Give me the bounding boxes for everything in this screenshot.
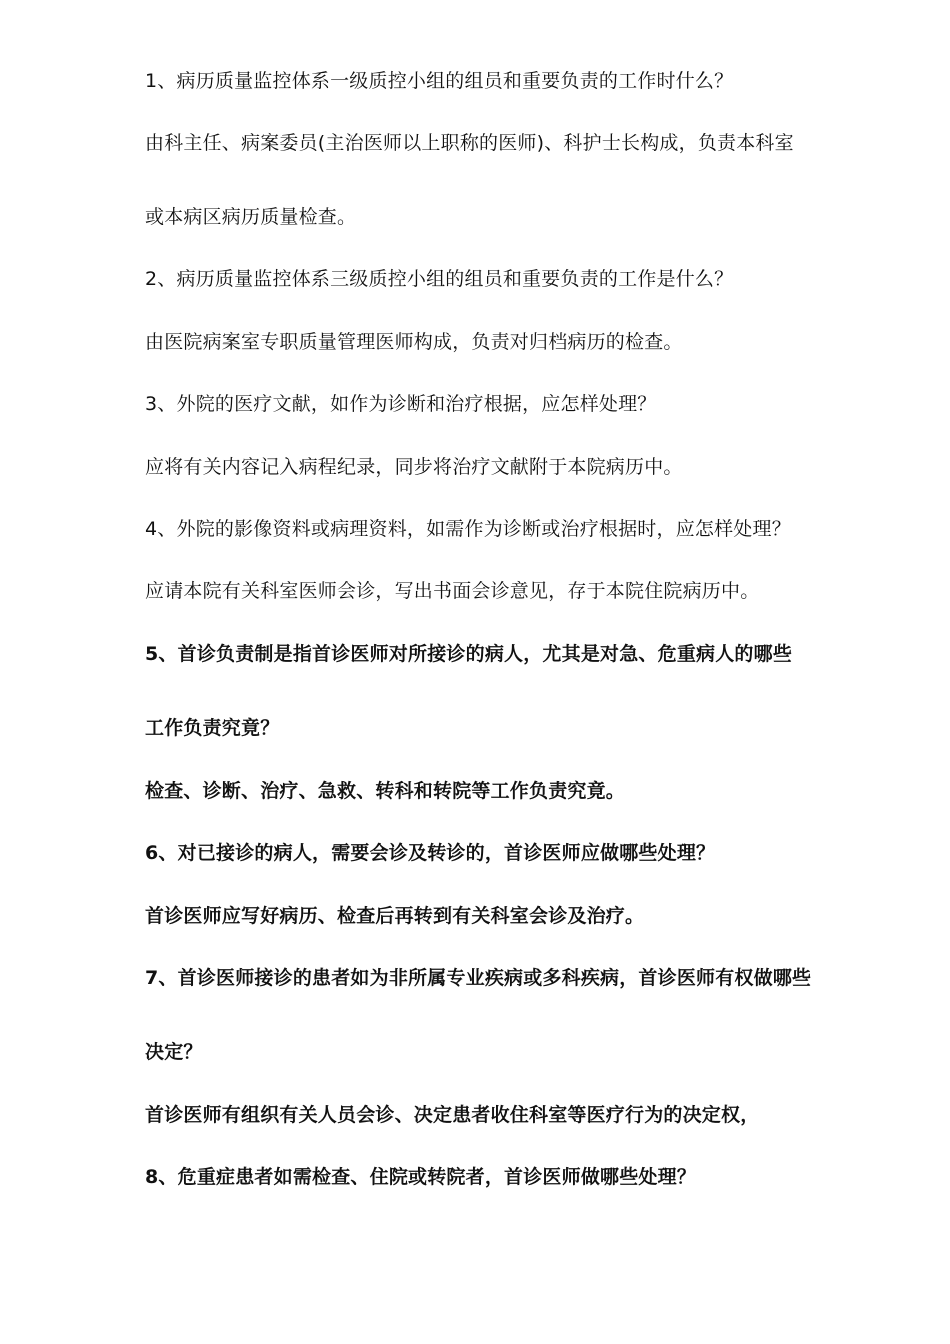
question-7-line-1: 7、首诊医师接诊的患者如为非所属专业疾病或多科疾病，首诊医师有权做哪些 <box>145 967 812 989</box>
question-7-line-2: 决定？ <box>145 1041 203 1063</box>
answer-1-line-1: 由科主任、病案委员(主治医师以上职称的医师)、科护士长构成，负责本科室 <box>145 132 794 154</box>
question-5-line-2: 工作负责究竟？ <box>145 717 280 739</box>
answer-7-line: 首诊医师有组织有关人员会诊、决定患者收住科室等医疗行为的决定权， <box>145 1104 760 1126</box>
answer-5-line: 检查、诊断、治疗、急救、转科和转院等工作负责究竟。 <box>145 780 626 802</box>
question-1-line: 1、病历质量监控体系一级质控小组的组员和重要负责的工作时什么？ <box>145 70 734 92</box>
answer-2-line: 由医院病案室专职质量管理医师构成，负责对归档病历的检查。 <box>145 331 683 353</box>
answer-1-line-2: 或本病区病历质量检查。 <box>145 206 357 228</box>
question-5-line-1: 5、首诊负责制是指首诊医师对所接诊的病人，尤其是对急、危重病人的哪些 <box>145 643 793 665</box>
question-4-line: 4、外院的影像资料或病理资料，如需作为诊断或治疗根据时，应怎样处理？ <box>145 518 791 540</box>
question-8-line: 8、危重症患者如需检查、住院或转院者，首诊医师做哪些处理？ <box>145 1166 697 1188</box>
question-6-line: 6、对已接诊的病人，需要会诊及转诊的，首诊医师应做哪些处理？ <box>145 842 716 864</box>
answer-6-line: 首诊医师应写好病历、检查后再转到有关科室会诊及治疗。 <box>145 905 645 927</box>
question-2-line: 2、病历质量监控体系三级质控小组的组员和重要负责的工作是什么？ <box>145 268 734 290</box>
question-3-line: 3、外院的医疗文献，如作为诊断和治疗根据，应怎样处理？ <box>145 393 657 415</box>
answer-4-line: 应请本院有关科室医师会诊，写出书面会诊意见，存于本院住院病历中。 <box>145 580 760 602</box>
answer-3-line: 应将有关内容记入病程纪录，同步将治疗文献附于本院病历中。 <box>145 456 683 478</box>
